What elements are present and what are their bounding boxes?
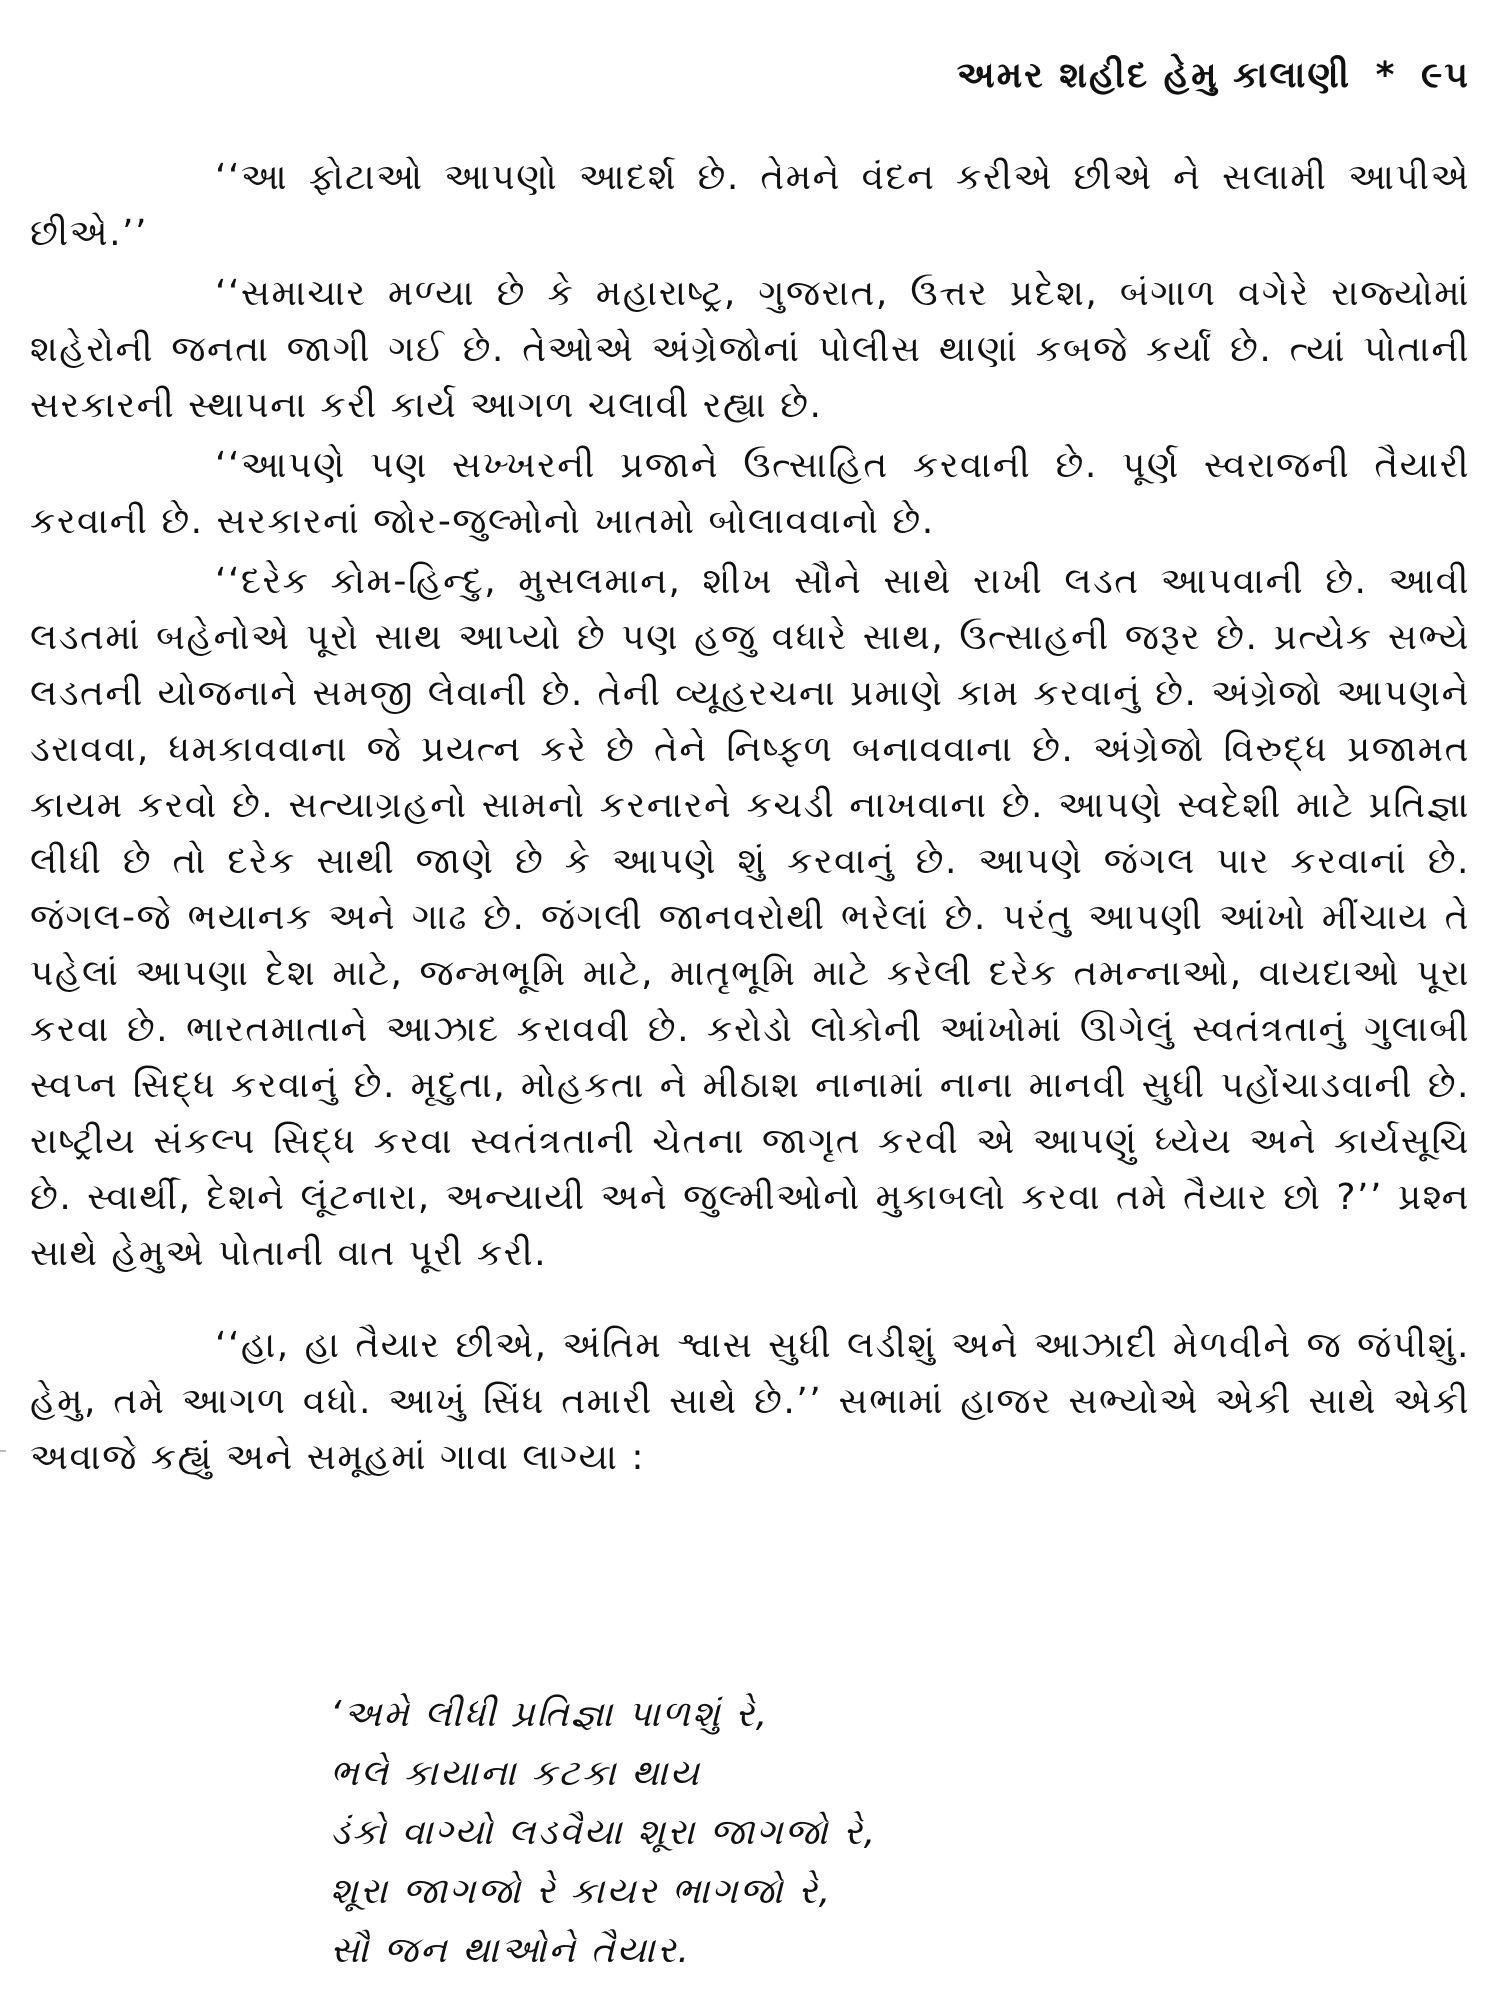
page-number: ૯૫ xyxy=(1421,55,1470,96)
paragraph-4: ‘‘દરેક કોમ-હિન્દુ, મુસલમાન, શીખ સૌને સાથે રાખી લડત આપવાની છે. આવી લડતમાં બહેનોએ પૂરો સાથ આપ્યો છે પણ હજુ વધારે સાથ, ઉત્સાહની જરૂર છે. પ્રત્યેક સભ્યે લડતની યોજનાને સમજી લેવાની છે. તેની વ્યૂહરચના પ્રમાણે કામ કરવાનું છે. અંગ્રેજો આપણને ડરાવવા, ધમકાવવાના જે પ્રયત્ન કરે છે તેને નિષ્ફળ બનાવવાના છે. અંગ્રેજો વિરુદ્ધ પ્રજામત કાયમ કરવો છે. સત્યાગ્રહનો સામનો કરનારને કચડી નાખવાના છે. આપણે સ્વદેશી માટે પ્રતિજ્ઞા લીધી છે તો દરેક સાથી જાણે છે કે આપણે શું કરવાનું છે. આપણે જંગલ પાર કરવાનાં છે. જંગલ-જે ભયાનક અને ગાઢ છે. જંગલી જાનવરોથી ભરેલાં છે. પરંતુ આપણી આંખો મીંચાય તે પહેલાં આપણા દેશ માટે, જન્મભૂમિ માટે, માતૃભૂમિ માટે કરેલી દરેક તમન્નાઓ, વાયદાઓ પૂરા કરવા છે. ભારતમાતાને આઝાદ કરાવવી છે. કરોડો લોકોની આંખોમાં ઊગેલું સ્વતંત્રતાનું ગુલાબી સ્વપ્ન સિદ્ધ કરવાનું છે. મૃદુતા, મોહકતા ને મીઠાશ નાનામાં નાના માનવી સુધી પહોંચાડવાની છે. રાષ્ટ્રીય સંકલ્પ સિદ્ધ કરવા સ્વતંત્રતાની ચેતના જાગૃત કરવી એ આપણું ધ્યેય અને કાર્યસૂચિ છે. સ્વાર્થી, દેશને લૂંટનારા, અન્યાયી અને જુલ્મીઓનો મુકાબલો કરવા તમે તૈયાર છો ?’’ પ્રશ્ન સાથે હેમુએ પોતાની વાત પૂરી કરી. xyxy=(30,561,1470,1274)
verse-line: શૂરા જાગજો રે કાયર ભાગજો રે, xyxy=(330,1871,833,1912)
paragraph-1: ‘‘આ ફોટાઓ આપણો આદર્શ છે. તેમને વંદન કરીએ છીએ ને સલામી આપીએ છીએ.’’ xyxy=(30,157,1470,254)
book-title: અમર શહીદ હેમુ કાલાણી xyxy=(956,55,1352,96)
paragraph-3: ‘‘આપણે પણ સખ્ખરની પ્રજાને ઉત્સાહિત કરવાની છે. પૂર્ણ સ્વરાજની તૈયારી કરવાની છે. સરકારનાં જોર-જુલ્મોનો ખાતમો બોલાવવાનો છે. xyxy=(30,445,1470,542)
verse-line: ‘અમે લીધી પ્રતિજ્ઞા પાળશું રે, xyxy=(330,1694,770,1735)
paragraph-2: ‘‘સમાચાર મળ્યા છે કે મહારાષ્ટ્ર, ગુજરાત, ઉત્તર પ્રદેશ, બંગાળ વગેરે રાજ્યોમાં શહેરોની જનતા જાગી ગઈ છે. તેઓએ અંગ્રેજોનાં પોલીસ થાણાં કબજે કર્યાં છે. ત્યાં પોતાની સરકારની સ્થાપના કરી કાર્ય આગળ ચલાવી રહ્યા છે. xyxy=(30,273,1470,426)
body-text xyxy=(30,150,1470,1490)
verse-line: ભલે કાયાના કટકા થાય xyxy=(330,1753,702,1794)
verse-line: ડંકો વાગ્યો લડવૈયા શૂરા જાગજો રે, xyxy=(330,1812,878,1853)
margin-mark xyxy=(0,1450,6,1452)
verse-line: સૌ જન થાઓને તૈયાર. xyxy=(330,1930,691,1971)
verse-block xyxy=(330,1685,1330,1980)
header-separator: * xyxy=(1375,55,1397,96)
running-header xyxy=(957,55,1470,97)
paragraph-5: ‘‘હા, હા તૈયાર છીએ, અંતિમ શ્વાસ સુધી લડીશું અને આઝાદી મેળવીને જ જંપીશું. હેમુ, તમે આગળ વધો. આખું સિંધ તમારી સાથે છે.’’ સભામાં હાજર સભ્યોએ એકી સાથે એકી અવાજે કહ્યું અને સમૂહમાં ગાવા લાગ્યા : xyxy=(30,1325,1470,1478)
